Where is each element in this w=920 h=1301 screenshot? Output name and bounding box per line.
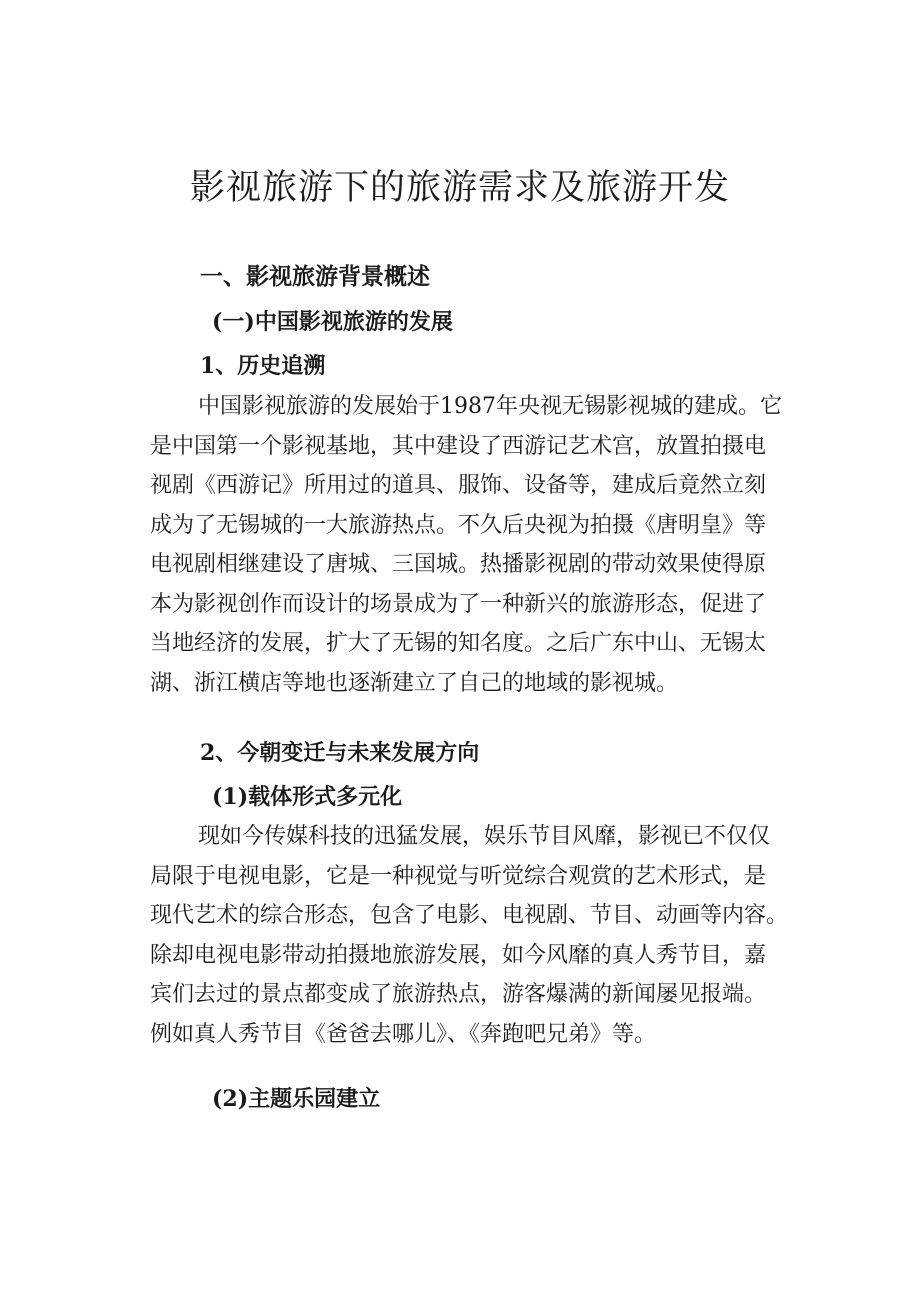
paragraph-diversification <box>150 817 810 1054</box>
point-heading-theme-park: (2)主题乐园建立 <box>212 1086 381 1112</box>
paragraph-line: 中国影视旅游的发展始于1987年央视无锡影视城的建成。它 <box>198 394 782 419</box>
paragraph-line: 例如真人秀节目《爸爸去哪儿》、《奔跑吧兄弟》等。 <box>150 1021 657 1047</box>
paragraph-line: 电视剧相继建设了唐城、三国城。热播影视剧的带动效果使得原 <box>150 552 767 577</box>
section-heading: 一、影视旅游背景概述 <box>200 264 430 290</box>
paragraph-line: 现如今传媒科技的迅猛发展，娱乐节目风靡，影视已不仅仅 <box>198 824 771 849</box>
paragraph-line: 成为了无锡城的一大旅游热点。不久后央视为拍摄《唐明皇》等 <box>150 512 767 538</box>
paragraph-line: 现代艺术的综合形态，包含了电影、电视剧、节目、动画等内容。 <box>150 903 789 928</box>
paragraph-line: 视剧《西游记》所用过的道具、服饰、设备等，建成后竟然立刻 <box>150 473 767 498</box>
paragraph-line: 宾们去过的景点都变成了旅游热点，游客爆满的新闻屡见报端。 <box>150 982 767 1007</box>
paragraph-line: 本为影视创作而设计的场景成为了一种新兴的旅游形态，促进了 <box>150 591 767 617</box>
document-title: 影视旅游下的旅游需求及旅游开发 <box>189 168 730 208</box>
paragraph-line: 湖、浙江横店等地也逐渐建立了自己的地域的影视城。 <box>150 670 679 696</box>
paragraph-history <box>150 387 810 703</box>
paragraph-line: 除却电视电影带动拍摄地旅游发展，如今风靡的真人秀节目，嘉 <box>150 942 767 968</box>
point-heading-diversification: (1)载体形式多元化 <box>212 784 403 810</box>
paragraph-line: 是中国第一个影视基地，其中建设了西游记艺术宫，放置拍摄电 <box>150 433 767 459</box>
subsection-heading: (一)中国影视旅游的发展 <box>212 309 453 335</box>
item-heading-development: 2、今朝变迁与未来发展方向 <box>200 740 480 766</box>
paragraph-line: 局限于电视电影，它是一种视觉与听觉综合观赏的艺术形式，是 <box>150 863 767 889</box>
item-heading-history: 1、历史追溯 <box>200 353 326 379</box>
paragraph-line: 当地经济的发展，扩大了无锡的知名度。之后广东中山、无锡太 <box>150 631 767 656</box>
